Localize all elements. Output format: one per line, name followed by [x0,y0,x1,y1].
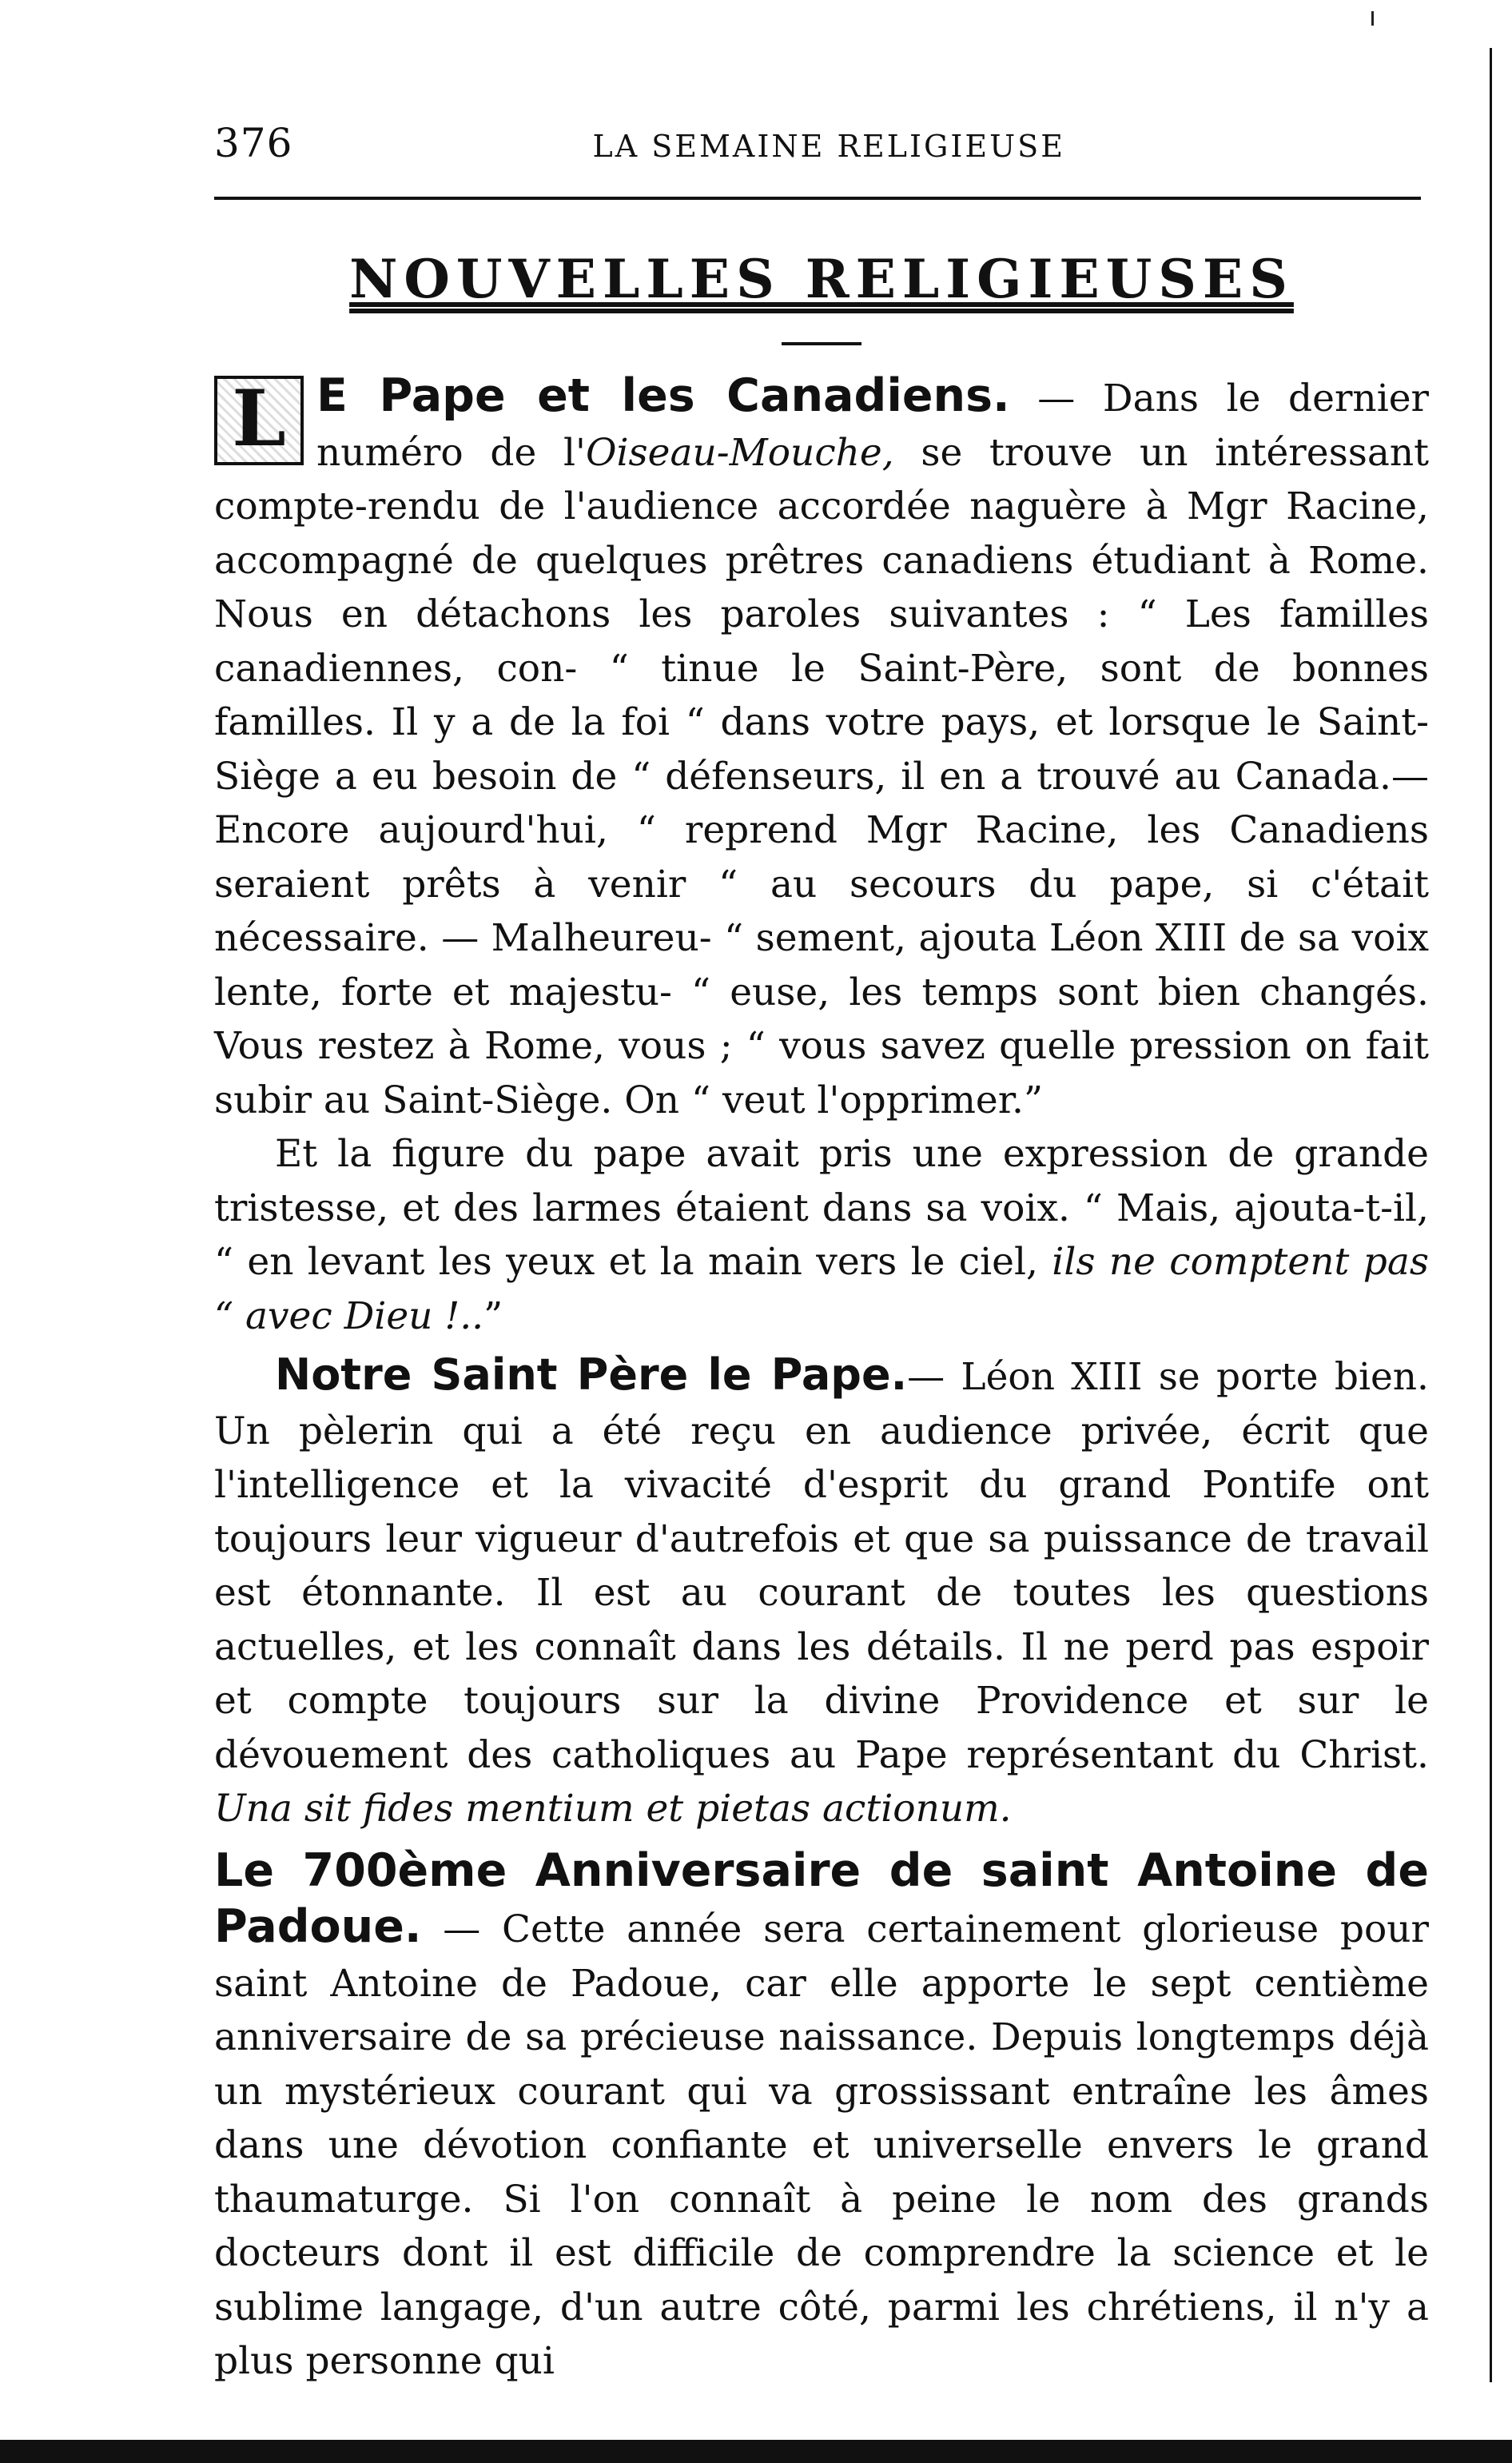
header-rule [214,197,1421,200]
article-text: Et la figure du pape avait pris une expression de grande tristesse, et des larmes étaient dans sa voix. “ Mais, ajouta-t-il, “ en levant les yeux et la main vers le ciel, [214,1132,1429,1284]
article-heading: E Pape et les Canadiens. [316,369,1010,422]
section-title: NOUVELLES RELIGIEUSES [349,248,1294,310]
article-heading: Notre Saint Père le Pape. [275,1349,908,1400]
article-text: — Dans le dernier numéro de l' [316,377,1430,475]
article-saint-pere [214,1348,1429,1836]
latin-quote: Una sit fides mentium et pietas actionum. [214,1787,1012,1831]
article-pape-canadiens [214,369,1429,1127]
publication-title: Oiseau-Mouche, [585,430,894,475]
page-header [214,120,1429,166]
title-rule [782,342,861,345]
article-text: — Cette année sera certainement glorieuse pour saint Antoine de Padoue, car elle apporte le sept centième anniversaire de sa précieuse naissance. Depuis longtemps déjà un mystérieux courant qui va grossissant entraîne les âmes dans une dévotion confiante et universelle envers le grand thaumaturge. Si l'on connaît à peine le nom des grands docteurs dont il est difficile de comprendre la science et le sublime langage, d'un autre côté, parmi les chrétiens, il n'y a plus personne qui [214,1907,1429,2383]
article-text: ” [483,1293,503,1338]
drop-cap: L [214,376,304,465]
document-page [214,120,1429,2389]
article-saint-antoine [214,1844,1429,2389]
article-text: se trouve un intéressant compte-rendu de l'audience accordée naguère à Mgr Racine, accompagné de quelques prêtres canadiens étudiant à Rome. Nous en détachons les paroles suivantes : “ Les familles canadiennes, con- “ tinue le Saint-Père, sont de bonnes familles. Il y a de la foi “ dans votre pays, et lorsque le Saint-Siège a eu besoin de “ défenseurs, il en a trouvé au Canada.—Encore aujourd'hui, “ reprend Mgr Racine, les Canadiens seraient prêts à venir “ au secours du pape, si c'était nécessaire. — Malheureu- “ sement, ajouta Léon XIII de sa voix lente, forte et majestu- “ euse, les temps sont bien changés. Vous restez à Rome, vous ; “ vous savez quelle pression on fait subir au Saint-Siège. On “ veut l'opprimer.” [214,430,1429,1122]
scan-page-edge [1490,48,1492,2382]
page-number: 376 [214,120,293,166]
article-text: — Léon XIII se porte bien. Un pèlerin qui a été reçu en audience privée, écrit que l'intelligence et la vivacité d'esprit du grand Pontife ont toujours leur vigueur d'autrefois et que sa puissance de travail est étonnante. Il est au courant de toutes les questions actuelles, et les connaît dans les détails. Il ne perd pas espoir et compte toujours sur la divine Providence et sur le dévouement des catholiques au Pape représentant du Christ. [214,1355,1429,1777]
scan-artifact-mark [1371,11,1374,26]
article-heading: Le 700ème Anniversaire de saint Antoine de Padoue. [214,1843,1429,1953]
scan-bottom-border [0,2440,1512,2463]
paragraph [214,1127,1429,1343]
quote-italic: ils ne comptent pas “ avec Dieu !.. [214,1240,1429,1338]
running-head: LA SEMAINE RELIGIEUSE [592,129,1065,164]
article-body [214,369,1429,2389]
